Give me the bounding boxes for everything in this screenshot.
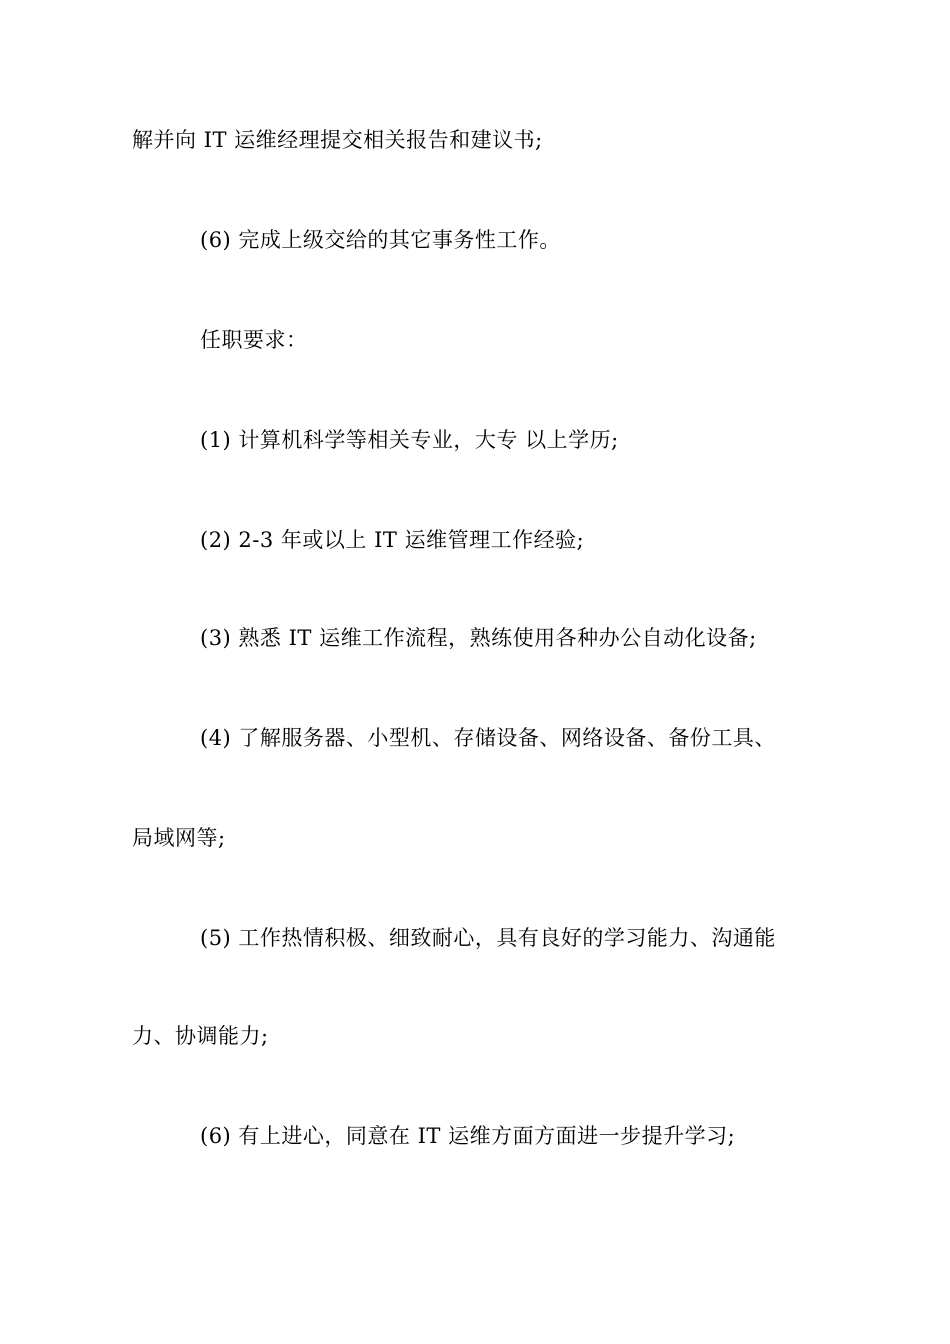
paragraph-line: 解并向 IT 运维经理提交相关报告和建议书;	[132, 128, 543, 152]
list-item: (1) 计算机科学等相关专业，大专 以上学历;	[200, 428, 619, 452]
list-item: (2) 2-3 年或以上 IT 运维管理工作经验;	[200, 528, 585, 552]
list-item: (3) 熟悉 IT 运维工作流程，熟练使用各种办公自动化设备;	[200, 626, 757, 650]
list-item: (6) 有上进心，同意在 IT 运维方面方面进一步提升学习;	[200, 1124, 736, 1148]
section-heading: 任职要求：	[200, 328, 308, 352]
paragraph-line: (6) 完成上级交给的其它事务性工作。	[200, 228, 561, 252]
list-item: (5) 工作热情积极、细致耐心，具有良好的学习能力、沟通能	[200, 926, 776, 950]
list-item-continuation: 局域网等;	[132, 826, 226, 850]
list-item: (4) 了解服务器、小型机、存储设备、网络设备、备份工具、	[200, 726, 776, 750]
list-item-continuation: 力、协调能力;	[132, 1024, 269, 1048]
